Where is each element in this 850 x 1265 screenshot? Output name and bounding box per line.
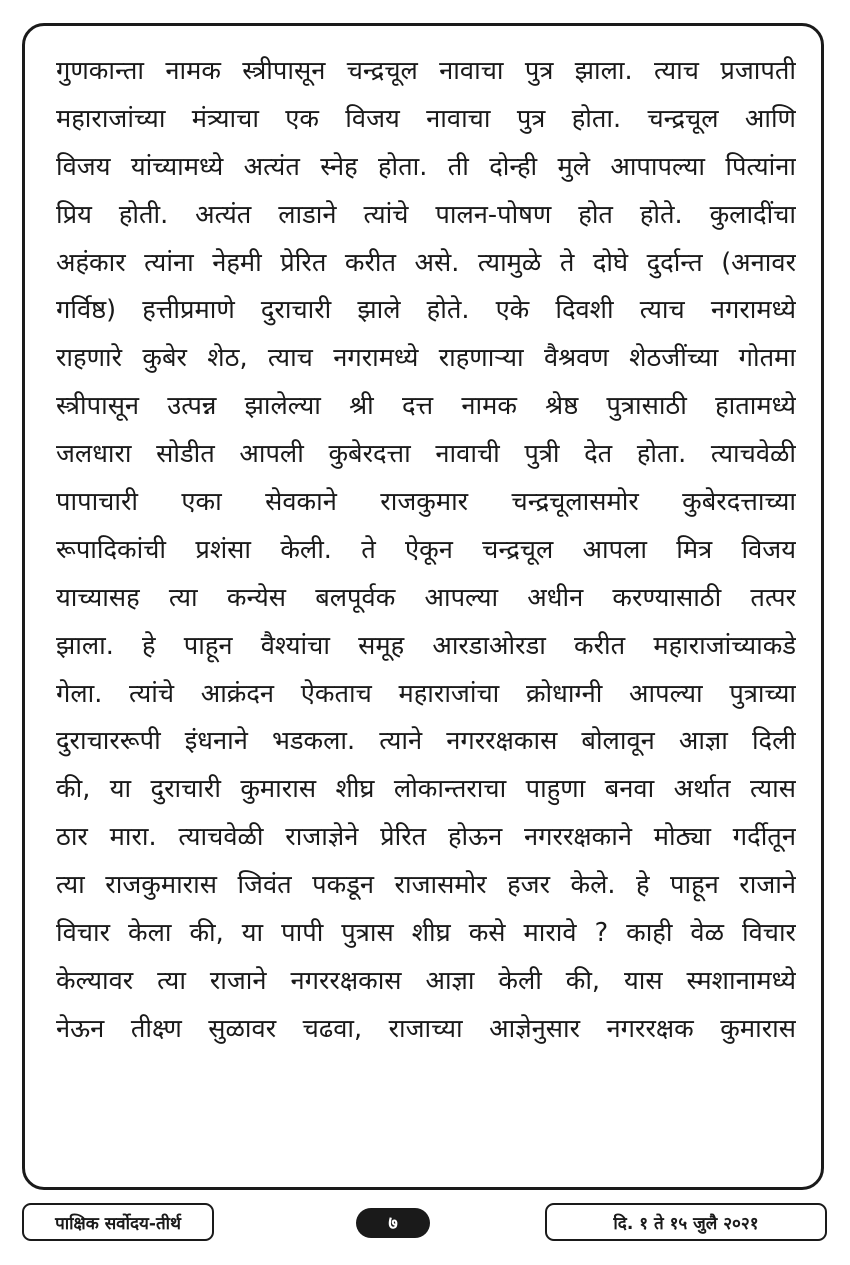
page-number: ७ xyxy=(388,1213,398,1234)
page-number-badge xyxy=(356,1208,430,1238)
text-line: स्त्रीपासून उत्पन्न झालेल्या श्री दत्त नामक श्रेष्ठ पुत्रासाठी हातामध्ये xyxy=(56,391,796,422)
issue-date-box xyxy=(545,1203,827,1241)
text-line: की, या दुराचारी कुमारास शीघ्र लोकान्तराचा पाहुणा बनवा अर्थात त्यास xyxy=(56,774,796,805)
text-line: रूपादिकांची प्रशंसा केली. ते ऐकून चन्द्रचूल आपला मित्र विजय xyxy=(56,534,796,565)
text-line: झाला. हे पाहून वैश्यांचा समूह आरडाओरडा करीत महाराजांच्याकडे xyxy=(56,630,796,661)
text-line: नेऊन तीक्ष्ण सुळावर चढवा, राजाच्या आज्ञेनुसार नगररक्षक कुमारास xyxy=(56,1013,796,1044)
text-line: केल्यावर त्या राजाने नगररक्षकास आज्ञा केली की, यास स्मशानामध्ये xyxy=(56,965,796,996)
text-line: गुणकान्ता नामक स्त्रीपासून चन्द्रचूल नावाचा पुत्र झाला. त्याच प्रजापती xyxy=(56,56,796,86)
text-line: प्रिय होती. अत्यंत लाडाने त्यांचे पालन-पोषण होत होते. कुलादींचा xyxy=(56,199,796,230)
text-line: पापाचारी एका सेवकाने राजकुमार चन्द्रचूलासमोर कुबेरदत्ताच्या xyxy=(56,487,796,518)
text-line: याच्यासह त्या कन्येस बलपूर्वक आपल्या अधीन करण्यासाठी तत्पर xyxy=(56,582,796,613)
text-line: त्या राजकुमारास जिवंत पकडून राजासमोर हजर केले. हे पाहून राजाने xyxy=(56,870,796,901)
text-line: दुराचाररूपी इंधनाने भडकला. त्याने नगररक्षकास बोलावून आज्ञा दिली xyxy=(56,726,796,757)
text-line: गर्विष्ठ) हत्तीप्रमाणे दुराचारी झाले होते. एके दिवशी त्याच नगरामध्ये xyxy=(56,295,796,326)
text-line: ठार मारा. त्याचवेळी राजाज्ञेने प्रेरित होऊन नगररक्षकाने मोठ्या गर्दीतून xyxy=(56,822,796,853)
text-line: राहणारे कुबेर शेठ, त्याच नगरामध्ये राहणाऱ्या वैश्रवण शेठजींच्या गोतमा xyxy=(56,343,796,374)
issue-date: दि. १ ते १५ जुलै २०२१ xyxy=(613,1213,759,1234)
text-line: अहंकार त्यांना नेहमी प्रेरित करीत असे. त्यामुळे ते दोघे दुर्दान्त (अनावर xyxy=(56,247,796,278)
article-text xyxy=(56,48,796,1054)
publication-name-box xyxy=(22,1203,214,1241)
text-line: विचार केला की, या पापी पुत्रास शीघ्र कसे मारावे ? काही वेळ विचार xyxy=(56,918,796,949)
text-line: विजय यांच्यामध्ये अत्यंत स्नेह होता. ती दोन्ही मुले आपापल्या पित्यांना xyxy=(56,151,796,182)
text-line: जलधारा सोडीत आपली कुबेरदत्ता नावाची पुत्री देत होता. त्याचवेळी xyxy=(56,439,796,470)
text-line: गेला. त्यांचे आक्रंदन ऐकताच महाराजांचा क्रोधाग्नी आपल्या पुत्राच्या xyxy=(56,678,796,709)
text-line: महाराजांच्या मंत्र्याचा एक विजय नावाचा पुत्र होता. चन्द्रचूल आणि xyxy=(56,103,796,134)
publication-name: पाक्षिक सर्वोदय-तीर्थ xyxy=(55,1213,181,1234)
